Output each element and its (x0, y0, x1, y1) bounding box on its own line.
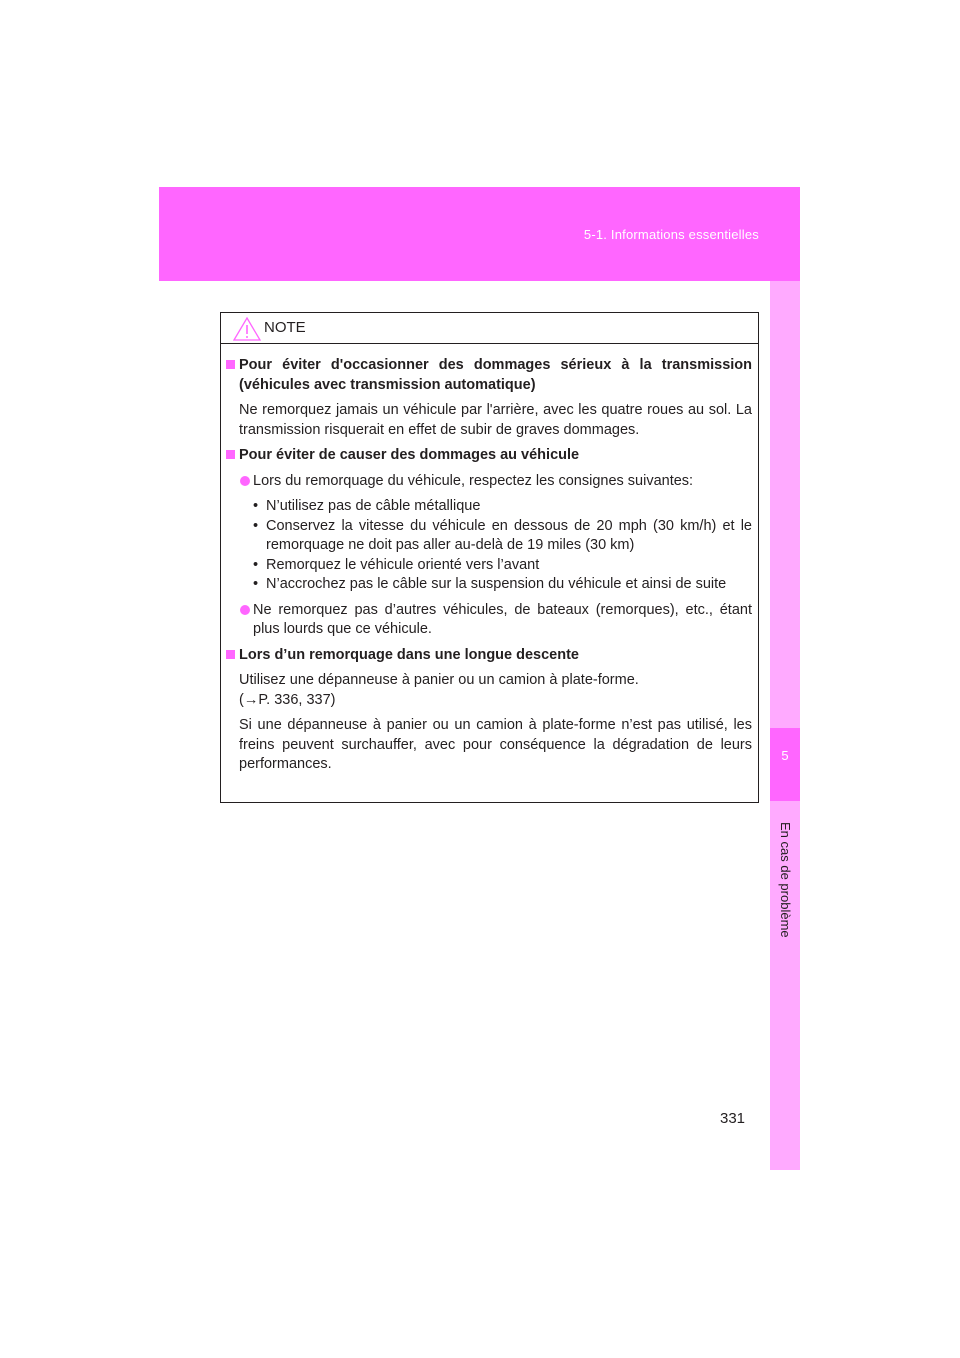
section-text: Si une dépanneuse à panier ou un camion à plate-forme n’est pas utilisé, les freins peuvent surchauffer, avec pour conséquence la dégradation de leurs performances. (239, 717, 752, 772)
point-text: Ne remorquez pas d’autres véhicules, de bateaux (remorques), etc., étant plus lourds que ce véhicule. (253, 601, 752, 637)
note-section (221, 356, 752, 440)
square-bullet-icon (226, 450, 235, 459)
list-item-text: Conservez la vitesse du véhicule en dessous de 20 mph (30 km/h) et le remorquage ne doit pas aller au-delà de 19 miles (30 km) (266, 517, 752, 553)
list-item-text: N’accrochez pas le câble sur la suspension du véhicule et ainsi de suite (266, 576, 727, 592)
circle-bullet-icon (240, 605, 250, 615)
note-box (220, 312, 759, 803)
note-section (221, 646, 752, 775)
chapter-number: 5 (781, 748, 789, 763)
bullet-dot-icon: • (253, 556, 259, 573)
list-item-text: Remorquez le véhicule orienté vers l’avant (266, 556, 540, 573)
circle-point (239, 472, 752, 492)
list-item-text: N’utilisez pas de câble métallique (266, 498, 481, 514)
chapter-title: En cas de problème (778, 822, 793, 938)
section-title: 5-1. Informations essentielles (583, 227, 759, 242)
list-item (239, 556, 752, 576)
bullet-dot-icon: • (253, 517, 259, 534)
section-heading: Lors d’un remorquage dans une longue descente (239, 646, 579, 663)
section-text: Utilisez une dépanneuse à panier ou un camion à plate-forme. (239, 672, 639, 688)
bullet-dot-icon: • (253, 498, 259, 514)
bullet-dot-icon: • (253, 576, 259, 592)
section-heading: Pour éviter d'occasionner des dommages sérieux à la transmission (véhicules avec transmission automatique) (239, 357, 752, 393)
chapter-side-tab (770, 281, 800, 1170)
header-band (159, 187, 800, 281)
square-bullet-icon (226, 650, 235, 659)
note-label: NOTE (264, 319, 306, 336)
square-bullet-icon (226, 360, 235, 369)
list-item (239, 497, 752, 517)
section-heading: Pour éviter de causer des dommages au véhicule (239, 447, 580, 463)
page-number: 331 (720, 1110, 746, 1127)
page-reference: (→P. 336, 337) (239, 691, 336, 708)
warning-triangle-icon (233, 317, 261, 341)
point-text: Lors du remorquage du véhicule, respectez les consignes suivantes: (253, 472, 694, 489)
circle-point (239, 601, 752, 640)
note-section (221, 446, 752, 640)
note-header (221, 313, 758, 344)
list-item (239, 517, 752, 556)
note-body (221, 344, 758, 775)
list-item (239, 575, 752, 595)
circle-bullet-icon (240, 476, 250, 486)
chapter-number-tab (770, 728, 800, 801)
section-text: Ne remorquez jamais un véhicule par l'arrière, avec les quatre roues au sol. La transmission risquerait en effet de subir de graves dommages. (239, 402, 752, 438)
